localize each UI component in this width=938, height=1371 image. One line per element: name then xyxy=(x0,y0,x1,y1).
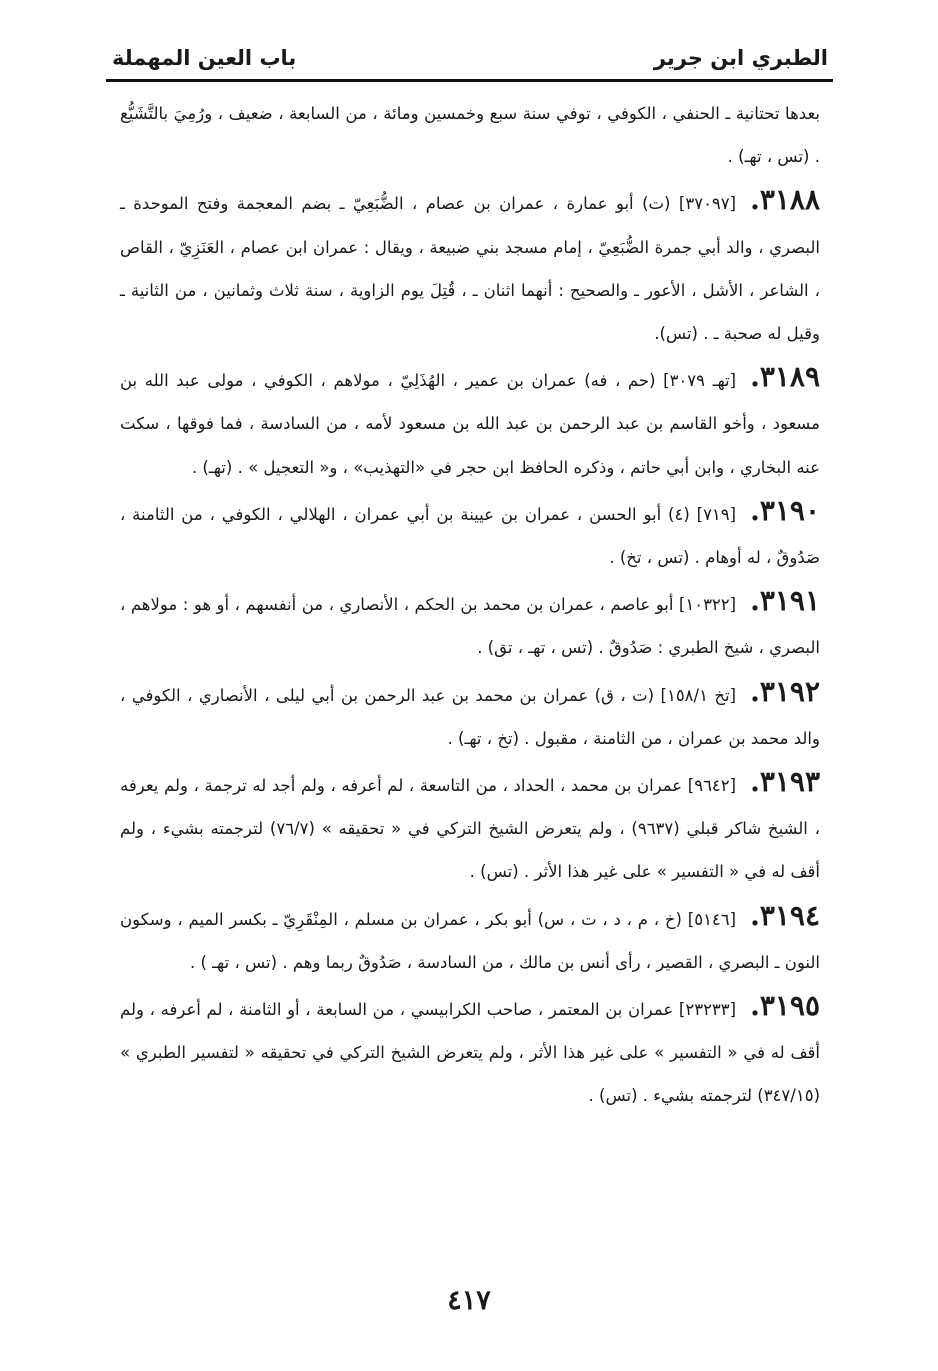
entry-number: ٣١٩٠. xyxy=(750,493,820,527)
entry-3190 xyxy=(120,489,820,579)
entry-text: [٣٧٠٩٧] (ت) أبو عمارة ، عمران بن عصام ، الضُّبَعِيّ ـ بضم المعجمة وفتح الموحدة ـ البصري ، والد أبي جمرة الضُّبَعِيّ ، إمام مسجد بني ضبيعة ، ويقال : عمران ابن عصام ، العَنَزِيّ ، القاص ، الشاعر ، الأشل ، الأعور ـ والصحيح : أنهما اثنان ـ ، قُتِلَ يوم الزاوية ، سنة ثلاث وثمانين ، من الثانية ـ وقيل له صحبة ـ . (تس). xyxy=(120,194,820,344)
entry-text: [٩٦٤٢] عمران بن محمد ، الحداد ، من التاسعة ، لم أعرفه ، ولم أجد له ترجمة ، ولم يعرفه ، الشيخ شاكر قبلي (٩٦٣٧) ، ولم يتعرض الشيخ التركي في « تحقيقه » (٧٦/٧) لترجمته بشيء ، ولم أقف له في « التفسير » على غير هذا الأثر . (تس) . xyxy=(120,776,820,882)
entry-3192 xyxy=(120,670,820,760)
entry-3194 xyxy=(120,894,820,984)
entry-text: [تهـ ٣٠٧٩] (حم ، فه) عمران بن عمير ، الهُذَلِيّ ، مولاهم ، الكوفي ، مولى عبد الله بن مسعود ، وأخو القاسم بن عبد الرحمن بن عبد الله بن مسعود لأمه ، من السادسة ، فما فوقها ، سكت عنه البخاري ، وابن أبي حاتم ، وذكره الحافظ ابن حجر في «التهذيب» ، و« التعجيل » . (تهـ) . xyxy=(120,371,820,477)
continued-paragraph: بعدها تحتانية ـ الحنفي ، الكوفي ، توفي سنة سبع وخمسين ومائة ، من السابعة ، ضعيف ، ورُمِيَ بالتَّشَيُّع . (تس ، تهـ) . xyxy=(120,104,820,167)
entry-3188 xyxy=(120,178,820,355)
running-header xyxy=(112,30,828,70)
header-divider xyxy=(106,79,833,82)
entry-3195 xyxy=(120,984,820,1118)
page-number: ٤١٧ xyxy=(447,1285,491,1316)
entry-number: ٣١٩٤. xyxy=(750,898,820,932)
entry-number: ٣١٩٢. xyxy=(750,674,820,708)
entry-3193 xyxy=(120,760,820,894)
entry-text: [١٠٣٢٢] أبو عاصم ، عمران بن محمد بن الحكم ، الأنصاري ، من أنفسهم ، أو هو : مولاهم ، البصري ، شيخ الطبري : صَدُوقٌ . (تس ، تهـ ، تق) . xyxy=(120,595,820,658)
entry-text: [تخ ١٥٨/١] (ت ، ق) عمران بن محمد بن عبد الرحمن بن أبي ليلى ، الأنصاري ، الكوفي ، والد محمد بن عمران ، من الثامنة ، مقبول . (تخ ، تهـ) . xyxy=(120,685,820,748)
entry-number: ٣١٩٣. xyxy=(750,765,820,799)
entry-number: ٣١٨٩. xyxy=(750,360,820,394)
entry-number: ٣١٨٨. xyxy=(750,183,820,217)
header-section: باب العين المهملة xyxy=(112,46,297,70)
entry-3189 xyxy=(120,355,820,489)
entry-number: ٣١٩٥. xyxy=(750,989,820,1023)
entry-text: [٧١٩] (٤) أبو الحسن ، عمران بن عيينة بن أبي عمران ، الهلالي ، الكوفي ، من الثامنة ، صَدُوقٌ ، له أوهام . (تس ، تخ) . xyxy=(120,504,820,568)
entry-3191 xyxy=(120,579,820,669)
entry-text: [٥١٤٦] (خ ، م ، د ، ت ، س) أبو بكر ، عمران بن مسلم ، المِنْقَرِيّ ـ بكسر الميم ، وسكون النون ـ البصري ، القصير ، رأى أنس بن مالك ، من السادسة ، صَدُوقٌ ربما وهم . (تس ، تهـ ) . xyxy=(120,909,820,972)
page-body xyxy=(120,92,820,1118)
entry-text: [٢٣٢٣٣] عمران بن المعتمر ، صاحب الكرابيسي ، من السابعة ، أو الثامنة ، لم أعرفه ، ولم أقف له في « التفسير » على غير هذا الأثر ، ولم يتعرض الشيخ التركي في تحقيقه « لتفسير الطبري » (٣٤٧/١٥) لترجمته بشيء . (تس) . xyxy=(120,1000,820,1106)
header-title: الطبري ابن جرير xyxy=(653,46,828,70)
entry-number: ٣١٩١. xyxy=(750,584,820,618)
